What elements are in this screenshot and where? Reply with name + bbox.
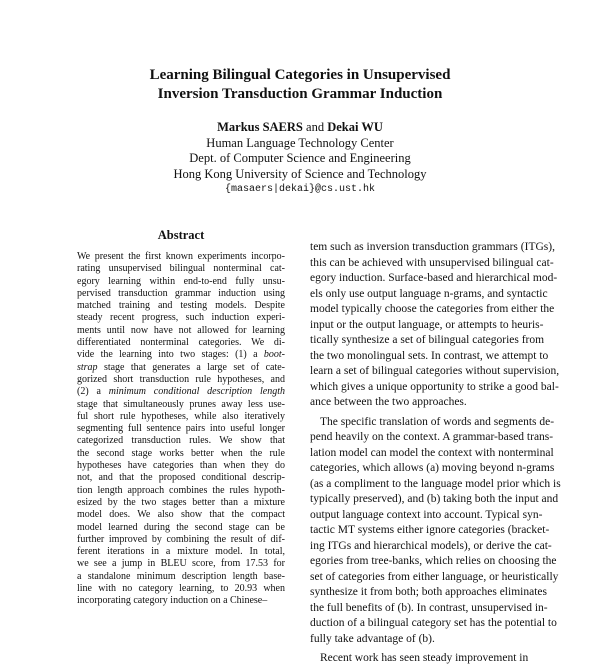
author-conjunction: and — [306, 120, 325, 134]
text-line: learn a set of bilingual categories without supervision, — [310, 365, 560, 377]
text-line: The specific translation of words and segments de- — [320, 415, 555, 428]
text-line: differentiated nonterminal categories. We di- — [77, 337, 285, 349]
text-line: a standalone minimum description length base- — [77, 570, 285, 582]
text-line: rating unsupervised bilingual nonterminal cat- — [77, 263, 285, 275]
text-line: this can be achieved with unsupervised bilingual cat- — [310, 256, 554, 269]
text-line: hypotheses have categories than when they do — [77, 460, 285, 472]
text-line: pervised transduction grammar induction using — [77, 287, 285, 299]
author-names — [60, 120, 540, 136]
text-line: model does. We also show that the compact — [77, 509, 285, 521]
affiliation-line: Hong Kong University of Science and Technology — [173, 166, 427, 181]
text-line: We present the first known experiments incorpo- — [77, 251, 285, 262]
author-second: Dekai WU — [327, 120, 383, 134]
text-line: further improved by combining the result of dif- — [77, 533, 285, 545]
text-line: stage that simultaneously prunes away less use- — [77, 398, 285, 410]
text-line: tem such as inversion transduction grammars (ITGs), — [310, 241, 555, 253]
text-line: which gives a unique opportunity to strike a good bal- — [310, 380, 559, 393]
abstract-heading: Abstract — [157, 228, 205, 242]
text-line: ance between the two approaches. — [310, 396, 467, 408]
text-line: set of categories from either language, or heuristically — [310, 570, 559, 583]
text-line: egories from tree-banks, which relies on choosing the — [310, 555, 557, 567]
text-line: the two monolingual sets. In contrast, we attempt to — [310, 349, 549, 362]
text-line: vide the learning into two stages: (1) a boot- — [77, 349, 285, 361]
text-line: lation model can model the context with nonterminal — [310, 446, 554, 459]
text-line: ing ITGs and hierarchical models), or derive the cat- — [310, 539, 552, 552]
text-line: segmenting full sentence pairs into useful longer — [77, 423, 285, 435]
text-line: categorized transduction rules. We show that — [77, 435, 285, 447]
body-column — [310, 240, 561, 667]
text-line: tactic MT systems either ignore categories (bracket- — [310, 524, 550, 536]
text-line: tically synthesize a set of bilingual categories from — [310, 334, 545, 346]
body-paragraph-2 — [310, 415, 561, 648]
text-line: steady recent progress, such induction experi- — [77, 312, 285, 324]
text-line: input or the output language, or attempts to heuris- — [310, 318, 544, 331]
author-first: Markus SAERS — [217, 120, 303, 134]
text-line: pend heavily on the context. A grammar-based trans- — [310, 431, 554, 443]
text-line: egory induction. Surface-based and hierarchical mod- — [310, 272, 558, 284]
paper-title — [60, 66, 540, 104]
text-line: not, and that the proposed conditional descrip- — [77, 472, 285, 484]
text-line: model typically choose the categories from either the — [310, 303, 555, 315]
title-line: Inversion Transduction Grammar Induction — [157, 86, 443, 102]
text-line: els only use output language n-grams, and syntactic — [310, 287, 548, 300]
text-line: egory learning within end-to-end fully unsu- — [77, 275, 285, 287]
text-line: ful short rule hypotheses, while also iteratively — [77, 410, 285, 422]
text-line: (as a compliment to the language model prior which is — [310, 477, 561, 490]
author-block — [60, 120, 540, 198]
text-line: incorporating category induction on a Chinese– — [77, 595, 268, 607]
affiliation-line: Dept. of Computer Science and Engineering — [189, 151, 411, 165]
affiliation-line: Human Language Technology Center — [206, 135, 394, 150]
text-line: synthesize it from both; both approaches eliminates — [310, 586, 547, 598]
body-paragraph-1 — [310, 240, 560, 411]
text-line: gorized short transduction rule hypotheses, and — [77, 373, 285, 385]
text-line: the full benefits of (b). In contrast, unsupervised in- — [310, 601, 548, 614]
text-line: we see a jump in BLEU score, from 17.53 for — [77, 558, 285, 570]
text-line: fully take advantage of (b). — [310, 632, 435, 645]
abstract-body — [77, 251, 285, 608]
text-line: matched training and testing models. Despite — [77, 300, 285, 312]
abstract-column — [77, 228, 285, 608]
text-line: duction of a bilingual category set has the potential to — [310, 617, 557, 629]
text-line: tion length approach combines the rules hypoth- — [77, 484, 285, 496]
text-line: the second stage works better when the rule — [77, 447, 285, 459]
title-line: Learning Bilingual Categories in Unsupervised — [149, 67, 451, 83]
text-line: model learned during the second stage can be — [77, 521, 285, 533]
text-line: Recent work has seen steady improvement in — [320, 652, 529, 664]
text-line: output language context into account. Typical syn- — [310, 508, 543, 521]
body-paragraph-3 — [310, 651, 529, 667]
text-line: (2) a minimum conditional description length — [77, 386, 285, 398]
text-line: ferent iterations in a mixture model. In total, — [77, 546, 285, 558]
text-line: line with no category learning, to 20.93 when — [77, 583, 285, 595]
text-line: ments until now have not allowed for learning — [77, 324, 285, 336]
author-email: {masaers|dekai}@cs.ust.hk — [224, 184, 376, 195]
text-line: categories, which allows (a) moving beyond n-grams — [310, 462, 555, 474]
text-line: typically preserved), and (b) taking both the input and — [310, 493, 559, 505]
text-line: esized by the two stages better than a mixture — [77, 496, 285, 508]
text-line: strap stage that generates a large set of cate- — [77, 361, 285, 373]
